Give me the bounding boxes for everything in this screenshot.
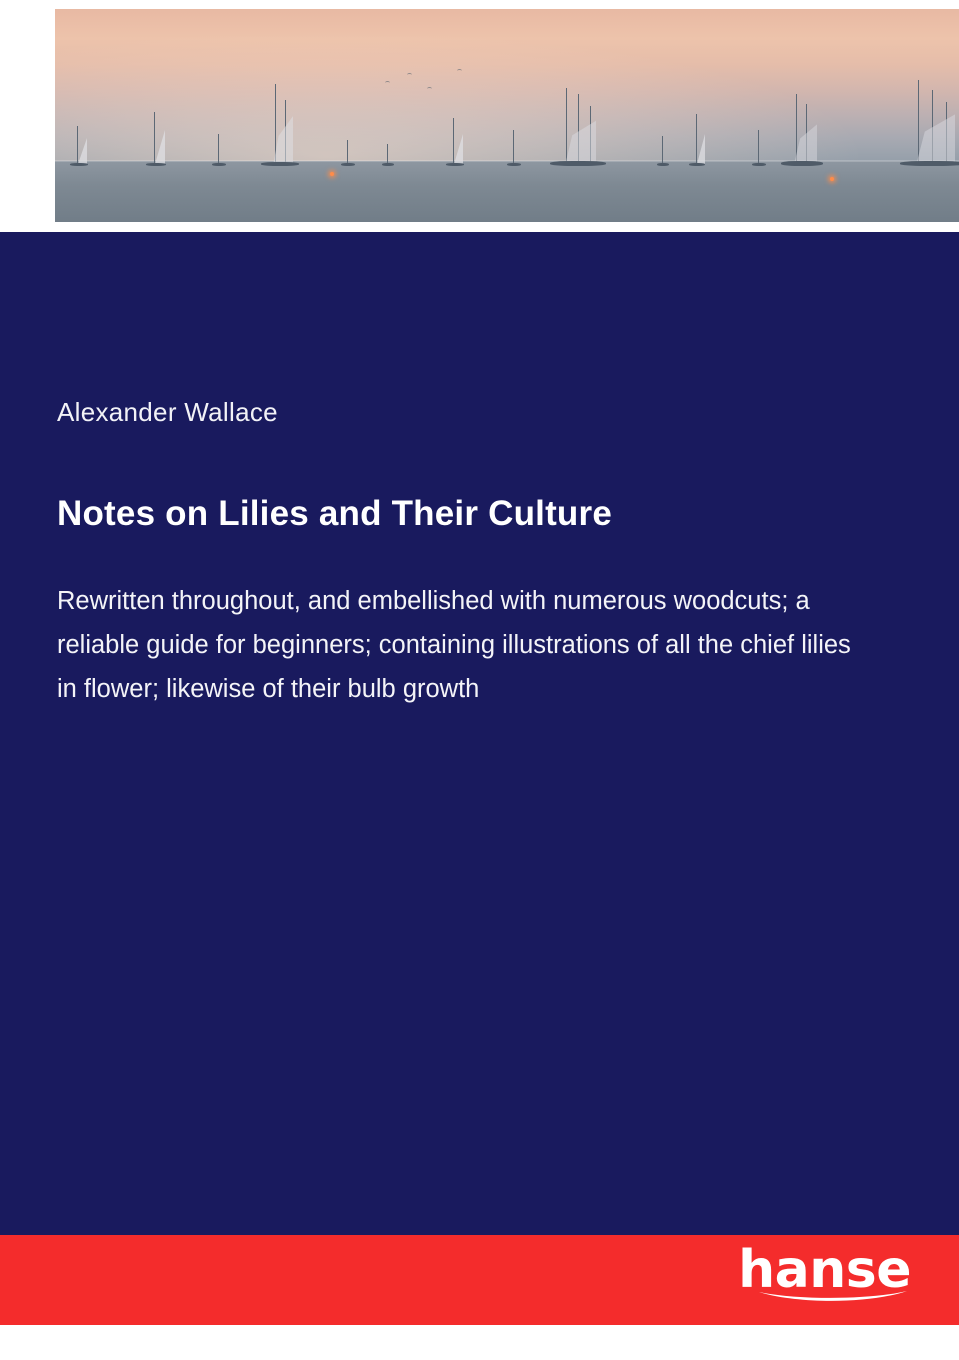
title-text-block	[57, 397, 887, 712]
bird-icon	[407, 73, 412, 77]
sky-haze	[55, 9, 959, 164]
bird-icon	[457, 69, 462, 73]
title-panel	[0, 232, 959, 1235]
book-subtitle: Rewritten throughout, and embellished with numerous woodcuts; a reliable guide for beginners; containing illustrations of all the chief lilies in flower; likewise of their bulb growth	[57, 587, 851, 703]
cover-photo	[55, 9, 959, 222]
publisher-logo-text: hanse	[738, 1240, 911, 1300]
logo-swoosh-icon	[757, 1288, 909, 1304]
sea	[55, 161, 959, 222]
bird-icon	[385, 81, 390, 85]
book-title: Notes on Lilies and Their Culture	[57, 494, 612, 533]
light-glow	[330, 172, 334, 176]
horizon-line	[55, 160, 959, 162]
publisher-logo	[738, 1240, 911, 1300]
light-glow	[830, 177, 834, 181]
page-bottom-margin	[0, 1325, 959, 1360]
author-name: Alexander Wallace	[57, 397, 278, 427]
bird-icon	[427, 87, 432, 91]
